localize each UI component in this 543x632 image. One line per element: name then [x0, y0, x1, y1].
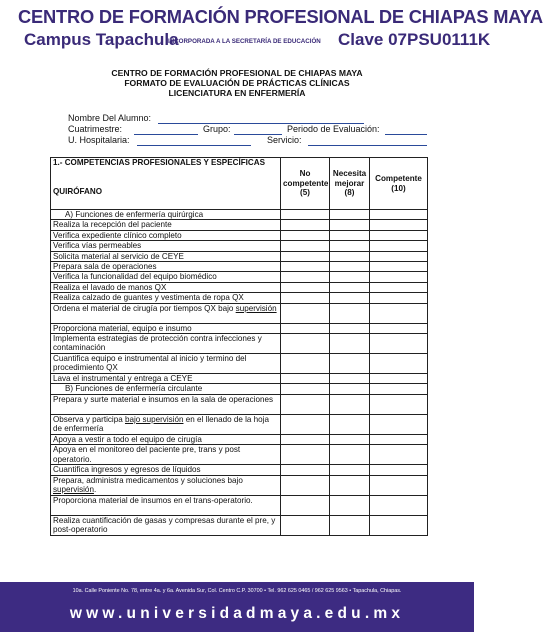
table-row — [51, 282, 428, 292]
table-header-row — [51, 158, 428, 210]
score-necesita-mejorar-cell[interactable] — [330, 515, 370, 535]
score-necesita-mejorar-cell[interactable] — [330, 241, 370, 251]
score-competente-cell[interactable] — [370, 334, 428, 354]
score-no-competente-cell[interactable] — [281, 414, 330, 434]
score-competente-cell[interactable] — [370, 495, 428, 515]
term-label: Cuatrimestre: — [68, 124, 123, 134]
col-header-necesita-mejorar: Necesita mejorar (8) — [330, 158, 370, 210]
score-no-competente-cell[interactable] — [281, 334, 330, 354]
score-competente-cell[interactable] — [370, 465, 428, 475]
score-necesita-mejorar-cell[interactable] — [330, 323, 370, 333]
competency-label: Realiza el lavado de manos QX — [51, 282, 281, 292]
service-field[interactable] — [308, 135, 427, 146]
score-no-competente-cell[interactable] — [281, 251, 330, 261]
table-row — [51, 465, 428, 475]
score-no-competente-cell[interactable] — [281, 354, 330, 374]
competency-label: Prepara y surte material e insumos en la sala de operaciones — [51, 394, 281, 414]
score-competente-cell[interactable] — [370, 434, 428, 444]
score-competente-cell[interactable] — [370, 241, 428, 251]
score-necesita-mejorar-cell[interactable] — [330, 465, 370, 475]
table-row — [51, 434, 428, 444]
score-no-competente-cell[interactable] — [281, 241, 330, 251]
score-necesita-mejorar-cell[interactable] — [330, 251, 370, 261]
competency-label: B) Funciones de enfermería circulante — [51, 384, 281, 394]
score-necesita-mejorar-cell[interactable] — [330, 210, 370, 220]
table-row — [51, 230, 428, 240]
table-row — [51, 220, 428, 230]
score-competente-cell[interactable] — [370, 475, 428, 495]
score-competente-cell[interactable] — [370, 374, 428, 384]
score-no-competente-cell[interactable] — [281, 262, 330, 272]
score-no-competente-cell[interactable] — [281, 475, 330, 495]
score-competente-cell[interactable] — [370, 282, 428, 292]
term-field[interactable] — [134, 124, 198, 135]
score-necesita-mejorar-cell[interactable] — [330, 334, 370, 354]
competency-label: Proporciona material de insumos en el trans-operatorio. — [51, 495, 281, 515]
score-no-competente-cell[interactable] — [281, 374, 330, 384]
doc-title-line2: FORMATO DE EVALUACIÓN DE PRÁCTICAS CLÍNICAS — [124, 78, 350, 88]
competency-label: Prepara sala de operaciones — [51, 262, 281, 272]
col-header-no-competente: No competente (5) — [281, 158, 330, 210]
table-body — [51, 210, 428, 536]
score-no-competente-cell[interactable] — [281, 495, 330, 515]
score-competente-cell[interactable] — [370, 394, 428, 414]
table-row — [51, 272, 428, 282]
hospital-unit-label: U. Hospitalaria: — [68, 135, 130, 145]
score-necesita-mejorar-cell[interactable] — [330, 272, 370, 282]
score-necesita-mejorar-cell[interactable] — [330, 384, 370, 394]
score-competente-cell[interactable] — [370, 303, 428, 323]
table-row — [51, 495, 428, 515]
score-necesita-mejorar-cell[interactable] — [330, 394, 370, 414]
competency-label: Proporciona material, equipo e insumo — [51, 323, 281, 333]
score-no-competente-cell[interactable] — [281, 465, 330, 475]
competency-label: Ordena el material de cirugía por tiempos QX bajo supervisión — [51, 303, 281, 323]
institution-title: CENTRO DE FORMACIÓN PROFESIONAL DE CHIAPAS MAYA — [18, 6, 543, 27]
table-row — [51, 354, 428, 374]
score-necesita-mejorar-cell[interactable] — [330, 220, 370, 230]
competency-label: Verifica expediente clínico completo — [51, 230, 281, 240]
score-necesita-mejorar-cell[interactable] — [330, 230, 370, 240]
student-name-label: Nombre Del Alumno: — [68, 113, 152, 123]
competency-label: Apoya a vestir a todo el equipo de cirugía — [51, 434, 281, 444]
score-no-competente-cell[interactable] — [281, 220, 330, 230]
score-no-competente-cell[interactable] — [281, 445, 330, 465]
table-row — [51, 303, 428, 323]
table-row — [51, 293, 428, 303]
competency-label: Cuantifica equipo e instrumental al inicio y termino del procedimiento QX — [51, 354, 281, 374]
score-necesita-mejorar-cell[interactable] — [330, 293, 370, 303]
score-competente-cell[interactable] — [370, 414, 428, 434]
score-no-competente-cell[interactable] — [281, 272, 330, 282]
section-title: 1.- COMPETENCIAS PROFESIONALES Y ESPECÍFICAS — [53, 158, 265, 167]
competency-label: Realiza la recepción del paciente — [51, 220, 281, 230]
period-label: Periodo de Evaluación: — [287, 124, 380, 134]
competency-label: Observa y participa bajo supervisión en el llenado de la hoja de enfermería — [51, 414, 281, 434]
table-row — [51, 384, 428, 394]
score-no-competente-cell[interactable] — [281, 394, 330, 414]
score-competente-cell[interactable] — [370, 293, 428, 303]
score-necesita-mejorar-cell[interactable] — [330, 303, 370, 323]
score-necesita-mejorar-cell[interactable] — [330, 374, 370, 384]
table-row — [51, 323, 428, 333]
score-competente-cell[interactable] — [370, 354, 428, 374]
score-necesita-mejorar-cell[interactable] — [330, 262, 370, 272]
competency-label: Lava el instrumental y entrega a CEYE — [51, 374, 281, 384]
score-necesita-mejorar-cell[interactable] — [330, 354, 370, 374]
table-row — [51, 445, 428, 465]
score-necesita-mejorar-cell[interactable] — [330, 475, 370, 495]
table-row — [51, 210, 428, 220]
period-field[interactable] — [385, 124, 427, 135]
score-competente-cell[interactable] — [370, 515, 428, 535]
score-competente-cell[interactable] — [370, 220, 428, 230]
table-row — [51, 262, 428, 272]
competency-label: Prepara, administra medicamentos y soluciones bajo supervisión. — [51, 475, 281, 495]
score-no-competente-cell[interactable] — [281, 210, 330, 220]
score-necesita-mejorar-cell[interactable] — [330, 495, 370, 515]
hospital-unit-field[interactable] — [137, 135, 251, 146]
table-row — [51, 334, 428, 354]
table-row — [51, 251, 428, 261]
competency-label: Solicita material al servicio de CEYE — [51, 251, 281, 261]
score-competente-cell[interactable] — [370, 445, 428, 465]
score-no-competente-cell[interactable] — [281, 303, 330, 323]
competency-label: Verifica la funcionalidad del equipo biomédico — [51, 272, 281, 282]
score-no-competente-cell[interactable] — [281, 293, 330, 303]
score-no-competente-cell[interactable] — [281, 230, 330, 240]
competency-label: A) Funciones de enfermería quirúrgica — [51, 210, 281, 220]
table-row — [51, 394, 428, 414]
score-no-competente-cell[interactable] — [281, 384, 330, 394]
score-necesita-mejorar-cell[interactable] — [330, 434, 370, 444]
competency-label: Apoya en el monitoreo del paciente pre, trans y post operatorio. — [51, 445, 281, 465]
service-label: Servicio: — [267, 135, 302, 145]
competency-label: Implementa estrategias de protección contra infecciones y contaminación — [51, 334, 281, 354]
score-competente-cell[interactable] — [370, 210, 428, 220]
institution-key: Clave 07PSU0111K — [338, 30, 491, 49]
score-necesita-mejorar-cell[interactable] — [330, 282, 370, 292]
score-competente-cell[interactable] — [370, 323, 428, 333]
score-no-competente-cell[interactable] — [281, 282, 330, 292]
incorporation-note: INCORPORADA A LA SECRETARÍA DE EDUCACIÓN — [168, 38, 321, 45]
table-row — [51, 414, 428, 434]
campus-name: Campus Tapachula — [24, 30, 179, 49]
competency-label: Cuantifica ingresos y egresos de líquidos — [51, 465, 281, 475]
group-field[interactable] — [234, 124, 282, 135]
area-title: QUIRÓFANO — [53, 187, 103, 197]
table-row — [51, 374, 428, 384]
doc-title-line3: LICENCIATURA EN ENFERMERÍA — [168, 88, 306, 98]
competency-label: Realiza cuantificación de gasas y compresas durante el pre, y post-operatorio — [51, 515, 281, 535]
score-competente-cell[interactable] — [370, 272, 428, 282]
score-no-competente-cell[interactable] — [281, 323, 330, 333]
student-name-field[interactable] — [158, 113, 364, 124]
section-header-cell — [51, 158, 281, 210]
score-no-competente-cell[interactable] — [281, 515, 330, 535]
col-header-competente: Competente (10) — [370, 158, 428, 210]
score-necesita-mejorar-cell[interactable] — [330, 445, 370, 465]
footer-website[interactable]: www.universidadmaya.edu.mx — [69, 605, 405, 622]
score-no-competente-cell[interactable] — [281, 434, 330, 444]
competency-label: Realiza calzado de guantes y vestimenta de ropa QX — [51, 293, 281, 303]
footer-address: 10a. Calle Poniente No. 78, entre 4a. y 6a. Avenida Sur, Col. Centro C.P. 30700 • Tel. 962 625 0465 / 962 625 9563 • Tapachula, Chiapas. — [72, 588, 402, 594]
score-competente-cell[interactable] — [370, 230, 428, 240]
score-competente-cell[interactable] — [370, 384, 428, 394]
table-row — [51, 475, 428, 495]
doc-title-line1: CENTRO DE FORMACIÓN PROFESIONAL DE CHIAPAS MAYA — [111, 68, 363, 78]
evaluation-table — [50, 157, 428, 536]
competency-label: Verifica vías permeables — [51, 241, 281, 251]
score-competente-cell[interactable] — [370, 262, 428, 272]
table-row — [51, 241, 428, 251]
score-necesita-mejorar-cell[interactable] — [330, 414, 370, 434]
table-row — [51, 515, 428, 535]
group-label: Grupo: — [203, 124, 231, 134]
score-competente-cell[interactable] — [370, 251, 428, 261]
